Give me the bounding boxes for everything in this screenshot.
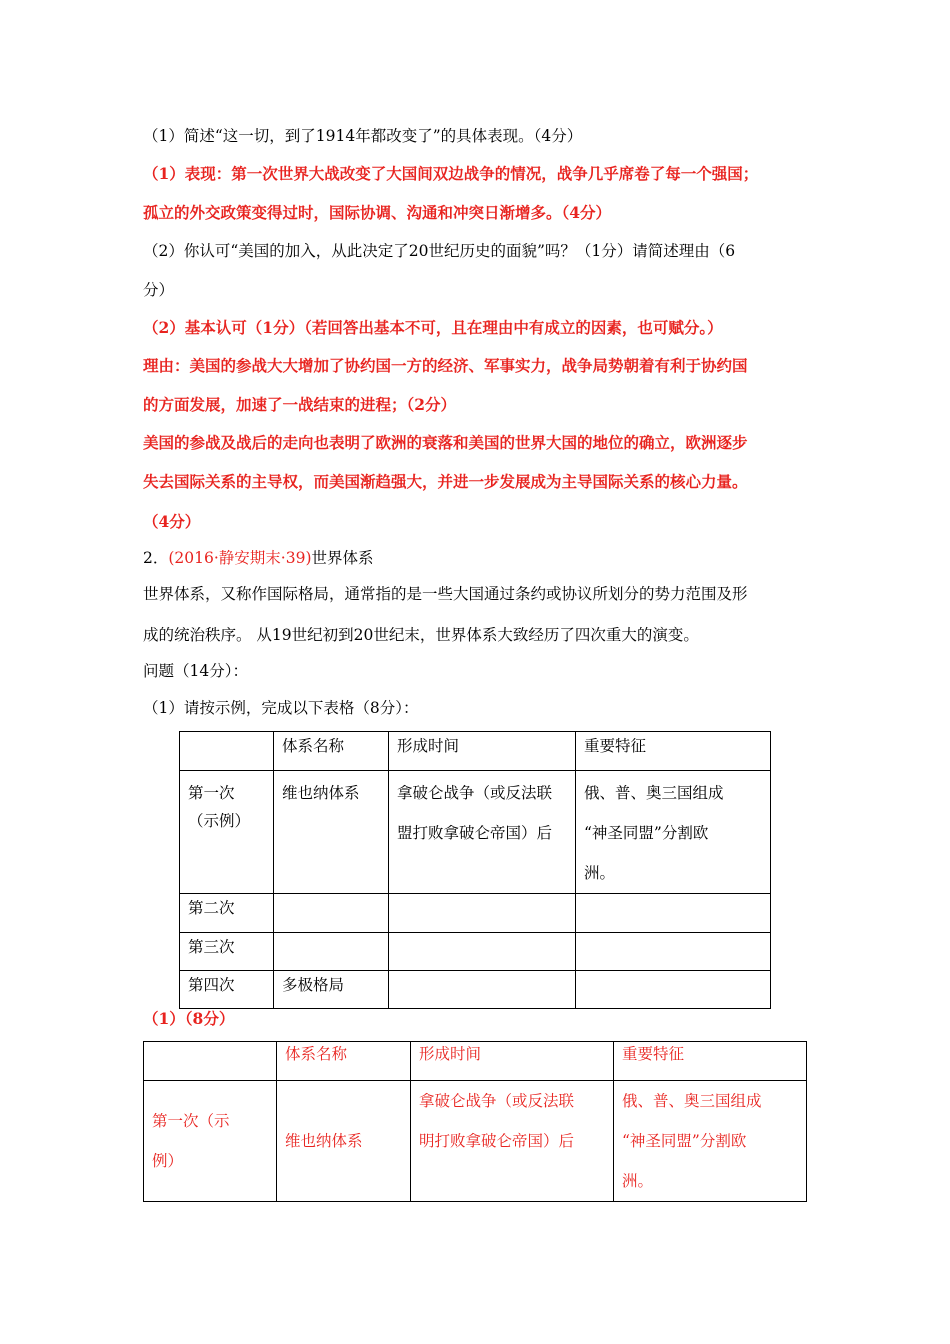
feature-text: “神圣同盟”分割欧	[584, 824, 709, 842]
name-cell: 多极格局	[274, 971, 389, 1009]
row-label-cell: 第四次	[180, 971, 274, 1009]
table-row	[180, 894, 771, 933]
header-cell: 体系名称	[274, 732, 389, 771]
time-cell	[389, 771, 576, 894]
system-name: 维也纳体系	[285, 1132, 363, 1150]
name-cell	[277, 1081, 411, 1202]
row-label: 例）	[152, 1152, 184, 1170]
q2-answer-line: （4分）	[143, 512, 201, 531]
feature-text: 洲。	[622, 1172, 654, 1190]
header-cell: 重要特征	[576, 732, 771, 771]
q2-answer-line: （2）基本认可（1分）（若回答出基本不可，且在理由中有成立的因素，也可赋分。）	[143, 318, 723, 337]
header-cell: 重要特征	[614, 1042, 807, 1081]
feature-text: 俄、普、奥三国组成	[622, 1092, 762, 1110]
feature-cell	[576, 971, 771, 1009]
q1-question: （1）简述“这一切，到了1914年都改变了”的具体表现。（4分）	[143, 127, 583, 145]
time-cell	[389, 894, 576, 933]
q2-answer-line: 的方面发展，加速了一战结束的进程；（2分）	[143, 395, 457, 414]
q1-answer-line: （1）表现：第一次世界大战改变了大国间双边战争的情况，战争几乎席卷了每一个强国；	[143, 164, 759, 183]
question-header: 问题（14分）：	[143, 662, 248, 680]
feature-text: 俄、普、奥三国组成	[584, 784, 724, 802]
feature-cell	[576, 933, 771, 971]
intro-text: 成的统治秩序。 从19世纪初到20世纪末，世界体系大致经历了四次重大的演变。	[143, 626, 699, 644]
header-cell	[144, 1042, 277, 1081]
feature-cell	[576, 894, 771, 933]
item-number: 2．	[143, 549, 169, 567]
row-label-cell: 第二次	[180, 894, 274, 933]
time-text: 盟打败拿破仑帝国）后	[397, 824, 553, 842]
feature-text: 洲。	[584, 864, 616, 882]
row-label: 第一次	[188, 784, 235, 802]
table-row	[180, 771, 771, 894]
table-header-row	[180, 732, 771, 771]
header-cell: 形成时间	[411, 1042, 614, 1081]
name-cell	[274, 771, 389, 894]
q2-answer-line: 失去国际关系的主导权，而美国渐趋强大，并进一步发展成为主导国际关系的核心力量。	[143, 472, 748, 491]
item2-heading	[143, 547, 374, 569]
name-cell	[274, 933, 389, 971]
table-header-row	[144, 1042, 807, 1081]
table-row	[180, 971, 771, 1009]
time-cell	[389, 933, 576, 971]
q1-answer-line: 孤立的外交政策变得过时，国际协调、沟通和冲突日渐增多。（4分）	[143, 203, 612, 222]
table-row	[180, 933, 771, 971]
table-systems	[179, 731, 771, 1009]
row-label: 第一次（示	[152, 1112, 230, 1130]
q2-question: 分）	[143, 281, 175, 299]
name-cell	[274, 894, 389, 933]
time-text: 拿破仑战争（或反法联	[419, 1092, 575, 1110]
time-text: 拿破仑战争（或反法联	[397, 784, 553, 802]
row-label-cell: 第三次	[180, 933, 274, 971]
item-source: (2016·静安期末·39)	[168, 549, 312, 567]
q2-question: （2）你认可“美国的加入，从此决定了20世纪历史的面貌”吗？（1分）请简述理由（6	[143, 242, 736, 260]
time-text: 明打败拿破仑帝国）后	[419, 1132, 575, 1150]
intro-text: 世界体系，又称作国际格局，通常指的是一些大国通过条约或协议所划分的势力范围及形	[143, 585, 748, 603]
item-title: 世界体系	[311, 549, 374, 567]
q2-answer-line: 美国的参战及战后的走向也表明了欧洲的衰落和美国的世界大国的地位的确立，欧洲逐步	[143, 433, 748, 452]
answer-table	[143, 1041, 807, 1202]
sub-question: （1）请按示例，完成以下表格（8分）：	[143, 699, 419, 717]
row-label-cell	[180, 771, 274, 894]
table-row	[144, 1081, 807, 1202]
feature-cell	[576, 771, 771, 894]
header-cell: 形成时间	[389, 732, 576, 771]
answer-label: （1）（8分）	[143, 1009, 235, 1028]
feature-cell	[614, 1081, 807, 1202]
row-label: （示例）	[188, 812, 251, 830]
system-name: 维也纳体系	[282, 784, 360, 802]
header-cell	[180, 732, 274, 771]
time-cell	[389, 971, 576, 1009]
time-cell	[411, 1081, 614, 1202]
row-label-cell	[144, 1081, 277, 1202]
header-cell: 体系名称	[277, 1042, 411, 1081]
q2-answer-line: 理由：美国的参战大大增加了协约国一方的经济、军事实力，战争局势朝着有利于协约国	[143, 356, 748, 375]
feature-text: “神圣同盟”分割欧	[622, 1132, 747, 1150]
